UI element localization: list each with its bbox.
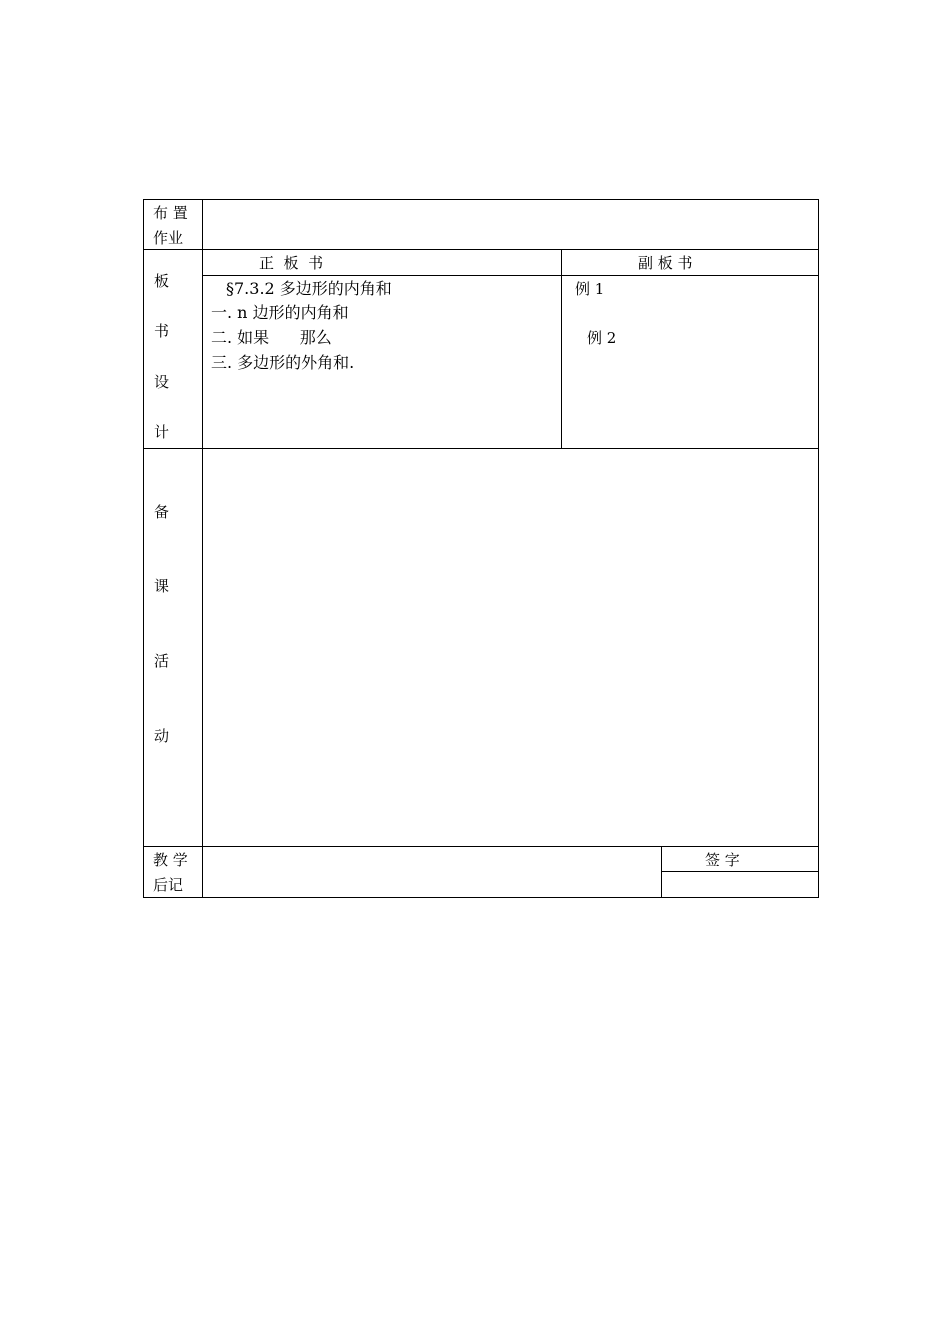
notes-column-divider: [661, 846, 662, 898]
main-board-header: 正 板 书: [259, 254, 324, 272]
side-board-example-1: 例 1: [575, 280, 605, 298]
table-border-bottom: [143, 897, 819, 898]
board-label-char-3: 设: [154, 373, 170, 391]
main-board-line-2: 一. n 边形的内角和: [211, 303, 349, 322]
homework-label-line1: 布 置: [153, 204, 188, 222]
notes-label-line2: 后记: [153, 876, 184, 894]
prep-activity-content-cell[interactable]: [204, 450, 817, 845]
signature-field[interactable]: [663, 873, 817, 896]
side-board-header: 副 板 书: [638, 254, 693, 272]
row-divider-prep: [143, 846, 819, 847]
label-column-divider: [202, 199, 203, 898]
prep-label-char-3: 活: [154, 652, 170, 670]
homework-content-cell[interactable]: [204, 201, 817, 248]
board-header-divider: [202, 275, 819, 276]
table-border-left: [143, 199, 144, 898]
table-border-right: [818, 199, 819, 898]
board-label-char-4: 计: [154, 423, 170, 441]
row-divider-homework: [143, 249, 819, 250]
teaching-notes-content-cell[interactable]: [204, 848, 660, 896]
board-column-divider: [561, 249, 562, 449]
main-board-line-4: 三. 多边形的外角和.: [211, 353, 355, 372]
signature-divider: [661, 871, 819, 872]
board-label-char-1: 板: [154, 272, 170, 290]
side-board-example-2: 例 2: [587, 329, 617, 347]
signature-label: 签 字: [705, 851, 740, 869]
prep-label-char-4: 动: [154, 727, 170, 745]
table-border-top: [143, 199, 819, 200]
prep-label-char-1: 备: [154, 503, 170, 521]
notes-label-line1: 教 学: [153, 851, 188, 869]
row-divider-board: [143, 448, 819, 449]
main-board-line-3: 二. 如果 那么: [211, 328, 332, 347]
main-board-line-1: §7.3.2 多边形的内角和: [226, 279, 392, 298]
homework-label-line2: 作业: [153, 229, 184, 247]
prep-label-char-2: 课: [154, 577, 170, 595]
board-label-char-2: 书: [154, 322, 170, 340]
